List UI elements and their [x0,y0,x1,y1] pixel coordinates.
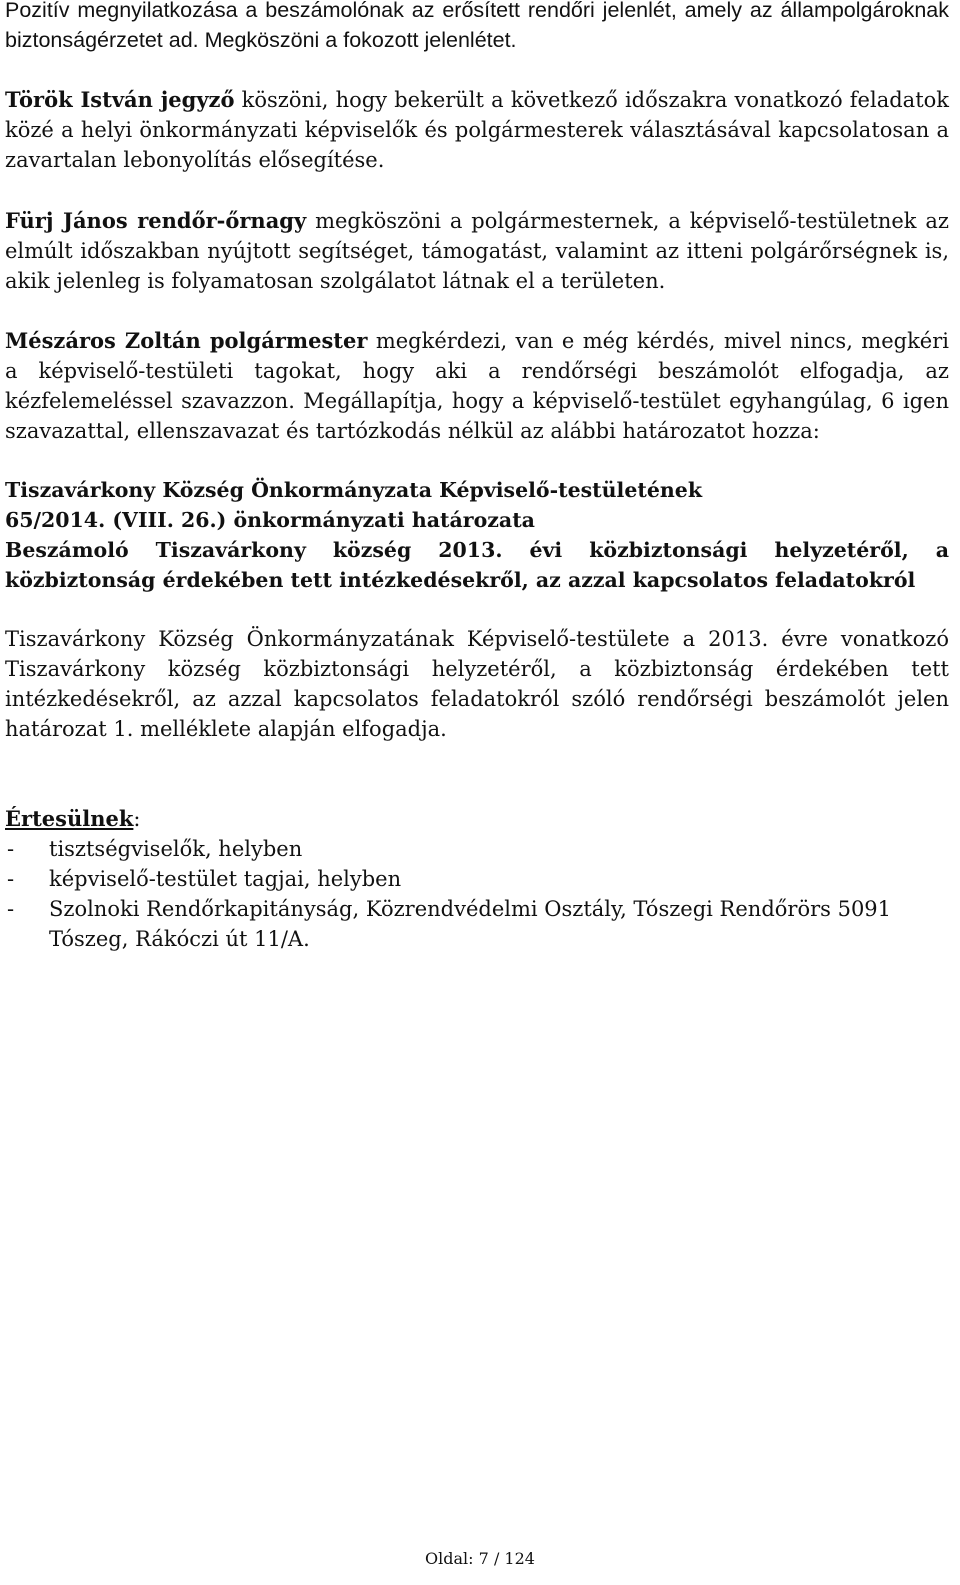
list-dash: - [7,837,15,861]
paragraph-mayor-text: megkérdezi, van e még kérdés, mivel nincs, megkéri a képviselő-testületi tagokat, hogy aki a rendőrségi beszámolót elfogadja, az kézfelemeléssel szavazzon. Megállapítja, hogy a képviselő-testület egyhangúlag, 6 igen szavazattal, ellenszavazat és tartózkodás nélkül az alábbi határozatot hozza: [5,329,949,443]
document-page [5,0,949,954]
list-item [5,864,949,894]
notification-heading-colon: : [133,807,141,831]
paragraph-police-major-text: megköszöni a polgármesternek, a képviselő-testületnek az elmúlt időszakban nyújtott segítséget, támogatást, valamint az itteni polgárőrségnek is, akik jelenleg is folyamatosan szolgálatot látnak el a területen. [5,209,949,293]
page-footer [0,1549,960,1569]
list-dash: - [7,897,15,921]
footer-label: Oldal: [425,1549,474,1568]
footer-page-total: 124 [504,1549,535,1568]
paragraph-mayor [5,326,949,446]
list-item [5,894,949,954]
paragraph-notary [5,85,949,175]
notification-section [5,804,949,954]
intro-text: Pozitív megnyilatkozása a beszámolónak az erősített rendőri jelenlét, amely az állampolgároknak biztonságérzetet ad. Megköszöni a fokozott jelenlétet. [5,0,949,52]
footer-separator: / [493,1549,500,1568]
intro-paragraph [5,0,949,55]
paragraph-police-major [5,206,949,296]
list-item-text: tisztségviselők, helyben [49,837,303,861]
notification-heading-label: Értesülnek [5,806,134,831]
list-item-text: képviselő-testület tagjai, helyben [49,867,402,891]
resolution-body-line: Tiszavárkony Község Önkormányzata Képviselő-testületének [5,478,703,502]
footer-page-number: 7 [478,1549,489,1568]
paragraph-notary-text: köszöni, hogy bekerült a következő időszakra vonatkozó feladatok közé a helyi önkormányzati képviselők és polgármesterek választásával kapcsolatosan a zavartalan lebonyolítás elősegítése. [5,88,949,172]
list-item [5,834,949,864]
resolution-title: Beszámoló Tiszavárkony község 2013. évi közbiztonsági helyzetéről, a közbiztonság érdekében tett intézkedésekről, az azzal kapcsolatos feladatokról [5,538,949,592]
list-item-text: Szolnoki Rendőrkapitányság, Közrendvédelmi Osztály, Tószegi Rendőrörs 5091 Tószeg, Rákóczi út 11/A. [49,897,892,951]
resolution-body-text: Tiszavárkony Község Önkormányzatának Képviselő-testülete a 2013. évre vonatkozó Tiszavárkony község közbiztonsági helyzetéről, a közbiztonság érdekében tett intézkedésekről, az azzal kapcsolatos feladatokról szóló rendőrségi beszámolót jelen határozat 1. melléklete alapján elfogadja. [5,627,949,741]
notification-list [5,834,949,954]
notification-heading [5,804,949,834]
list-dash: - [7,867,15,891]
resolution-number: 65/2014. (VIII. 26.) önkormányzati határozata [5,508,535,532]
speaker-mayor: Mészáros Zoltán polgármester [5,328,368,353]
resolution-body [5,624,949,744]
speaker-notary: Török István jegyző [5,87,235,112]
speaker-police-major: Fürj János rendőr-őrnagy [5,208,307,233]
resolution-header [5,475,949,595]
